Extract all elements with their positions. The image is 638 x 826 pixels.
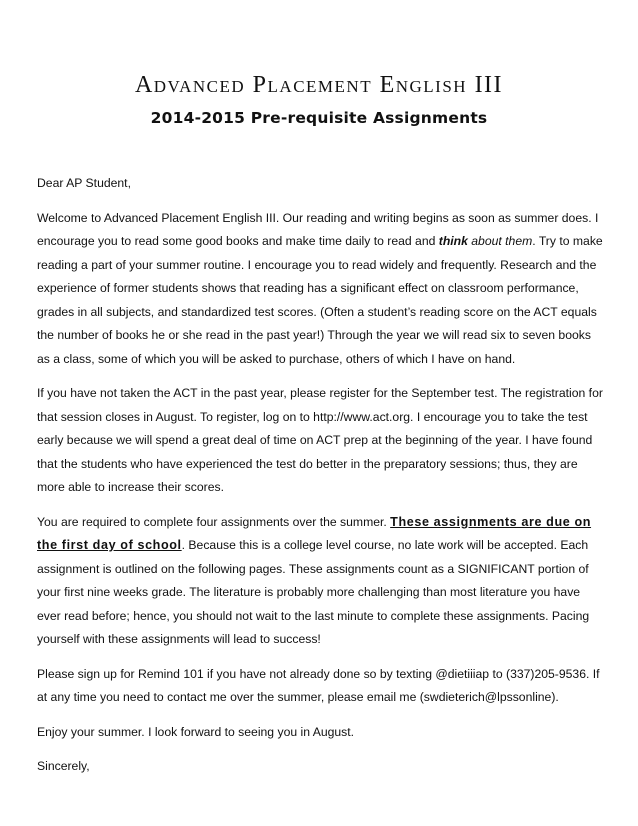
paragraph-welcome-text-b: . Try to make reading a part of your summer routine. I encourage you to read widely and frequently. Research and the experience of former students shows that reading has a significant effect on classroom performance, grades in all subjects, and standardized test scores. (Often a student’s reading score on the ACT equals the number of books he or she read in the past year!) Through the year we will read six to seven books as a class, some of which you will be asked to purchase, others of which I have on hand. (37, 234, 603, 366)
paragraph-act: If you have not taken the ACT in the past year, please register for the September test. The registration for that session closes in August. To register, log on to http://www.act.org. I encourage you to take the test early because we will spend a great deal of time on ACT prep at the beginning of the year. I have found that the students who have experienced the test do better in the preparatory sessions; thus, they are more able to increase their scores. (37, 386, 603, 494)
letter-body (37, 172, 607, 790)
paragraph-assignments (37, 511, 607, 652)
closing: Sincerely, (37, 759, 90, 773)
paragraph-enjoy: Enjoy your summer. I look forward to seeing you in August. (37, 724, 355, 739)
page-subtitle: 2014-2015 Pre-requisite Assignments (150, 109, 488, 127)
paragraph-welcome-text-a: Welcome to Advanced Placement English III. Our reading and writing begins as soon as summer does. I encourage you to read some good books and make time daily to read and (37, 210, 599, 248)
due-date-notice: These assignments are due on the first day of school (37, 514, 592, 552)
page-title: Advanced Placement English III (134, 72, 504, 98)
salutation: Dear AP Student, (37, 176, 131, 190)
about-them-emphasis: about them (467, 234, 533, 248)
paragraph-contact: Please sign up for Remind 101 if you have not already done so by texting @dietiiiap to (337)205-9536. If at any time you need to contact me over the summer, please email me (swdieterich@lpssonline). (37, 666, 600, 704)
paragraph-assignments-text-b: . Because this is a college level course, no late work will be accepted. Each assignment is outlined on the following pages. These assignments count as a SIGNIFICANT portion of your first nine weeks grade. The literature is probably more challenging than most literature you have ever read before; hence, you should not wait to the last minute to complete these assignments. Pacing yourself with these assignments will lead to success! (37, 538, 590, 646)
paragraph-welcome (37, 207, 607, 372)
paragraph-assignments-text-a: You are required to complete four assignments over the summer. (37, 514, 391, 529)
think-emphasis: think (438, 234, 468, 248)
